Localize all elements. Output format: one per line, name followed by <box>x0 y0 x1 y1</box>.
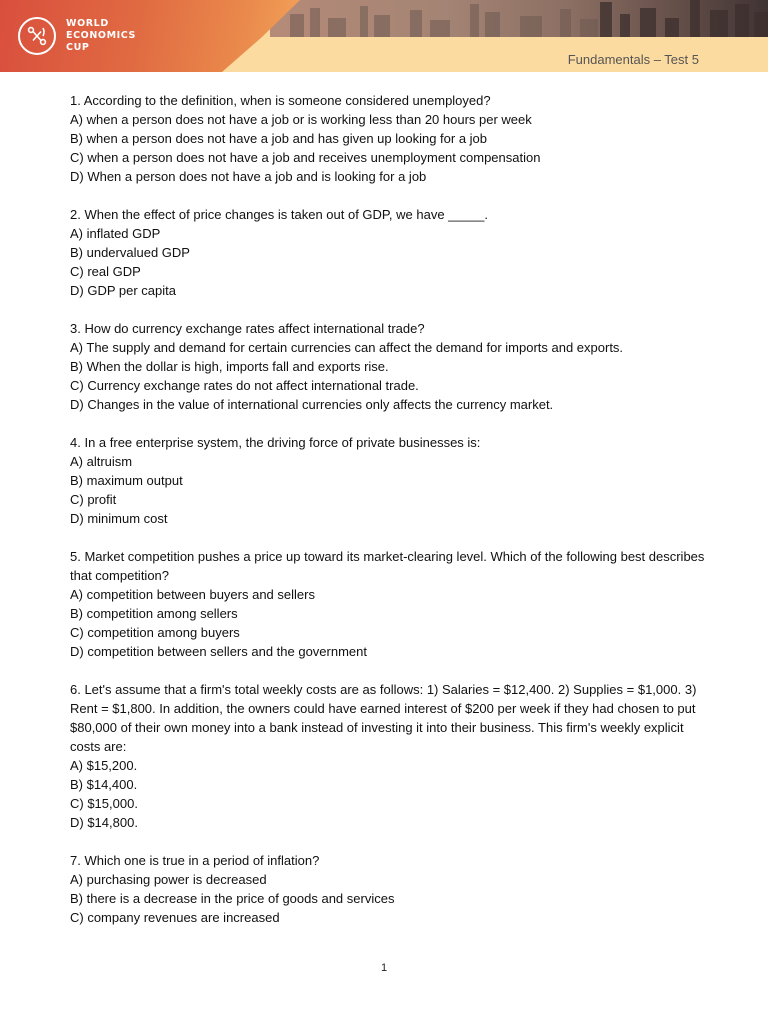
answer-option: A) $15,200. <box>70 758 138 773</box>
answer-option: B) competition among sellers <box>70 606 238 621</box>
answer-option: D) competition between sellers and the government <box>70 644 367 659</box>
answer-option: A) when a person does not have a job or is working less than 20 hours per week <box>70 112 532 127</box>
answer-option: B) undervalued GDP <box>70 245 190 260</box>
answer-option: B) there is a decrease in the price of goods and services <box>70 891 395 906</box>
answer-option: A) The supply and demand for certain currencies can affect the demand for imports and exports. <box>70 340 624 355</box>
answer-option: A) altruism <box>70 454 133 469</box>
answer-option: A) competition between buyers and sellers <box>70 587 315 602</box>
question-prompt: 7. Which one is true in a period of inflation? <box>70 853 320 868</box>
question-prompt: 4. In a free enterprise system, the driving force of private businesses is: <box>70 435 481 450</box>
question-3 <box>70 319 710 414</box>
answer-option: D) Changes in the value of international currencies only affects the currency market. <box>70 397 554 412</box>
test-title: Fundamentals – Test 5 <box>567 52 699 67</box>
answer-option: C) profit <box>70 492 117 507</box>
answer-option: B) when a person does not have a job and has given up looking for a job <box>70 131 488 146</box>
answer-option: C) when a person does not have a job and receives unemployment compensation <box>70 150 541 165</box>
answer-option: C) $15,000. <box>70 796 138 811</box>
logo-line-1: WORLD <box>66 18 109 29</box>
answer-option: A) inflated GDP <box>70 226 161 241</box>
answer-option: D) minimum cost <box>70 511 168 526</box>
logo-line-2: ECONOMICS <box>66 30 136 41</box>
question-4 <box>70 433 710 528</box>
skyline-image <box>270 0 768 37</box>
logo-line-3: CUP <box>66 42 90 53</box>
question-2 <box>70 205 710 300</box>
page-number: 1 <box>380 962 388 974</box>
question-7 <box>70 851 710 927</box>
answer-option: A) purchasing power is decreased <box>70 872 267 887</box>
question-1 <box>70 91 710 186</box>
question-prompt: 6. Let's assume that a firm's total weekly costs are as follows: 1) Salaries = $12,400. 2) Supplies = $1,000. 3) Rent = $1,800. In addition, the owners could have earned interest of $200 per week if they had chosen to put $80,000 of their own money into a bank instead of investing it into their business. This firm's weekly explicit costs are: <box>70 682 697 754</box>
question-prompt: 3. How do currency exchange rates affect international trade? <box>70 321 425 336</box>
answer-option: D) $14,800. <box>70 815 138 830</box>
page-header <box>0 0 768 72</box>
logo-wordmark <box>66 18 136 54</box>
question-prompt: 5. Market competition pushes a price up toward its market-clearing level. Which of the following best describes that competition? <box>70 549 705 583</box>
question-prompt: 1. According to the definition, when is someone considered unemployed? <box>70 93 491 108</box>
answer-option: B) $14,400. <box>70 777 138 792</box>
question-6 <box>70 680 710 832</box>
answer-option: D) When a person does not have a job and is looking for a job <box>70 169 427 184</box>
question-5 <box>70 547 710 661</box>
answer-option: C) company revenues are increased <box>70 910 280 925</box>
question-prompt: 2. When the effect of price changes is taken out of GDP, we have _____. <box>70 207 488 222</box>
answer-option: C) competition among buyers <box>70 625 240 640</box>
answer-option: C) real GDP <box>70 264 141 279</box>
answer-option: C) Currency exchange rates do not affect international trade. <box>70 378 419 393</box>
answer-option: B) When the dollar is high, imports fall and exports rise. <box>70 359 389 374</box>
question-list <box>70 91 710 946</box>
answer-option: D) GDP per capita <box>70 283 176 298</box>
answer-option: B) maximum output <box>70 473 183 488</box>
logo-icon <box>18 17 56 55</box>
